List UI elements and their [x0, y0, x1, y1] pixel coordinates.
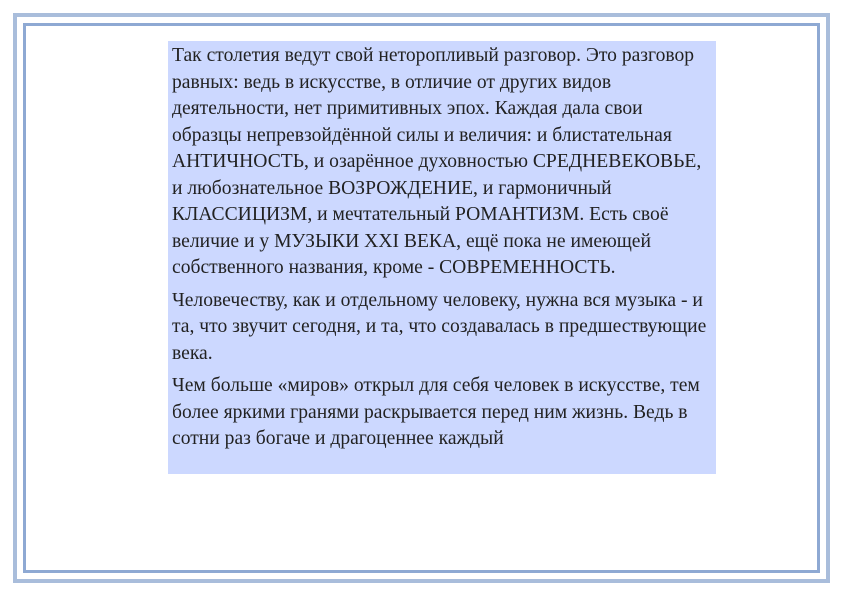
- text-box: [168, 41, 716, 474]
- paragraph-2: Человечеству, как и отдельному человеку, нужна вся музыка - и та, что звучит сегодня, и та, что создавалась в предшествующие века.: [172, 289, 707, 364]
- paragraph-1: Так столетия ведут свой неторопливый разговор. Это разговор равных: ведь в искусстве, в отличие от других видов деятельности, нет примитивных эпох. Каждая дала свои образцы непревзойдённой силы и величия: и блистательная АНТИЧНОСТЬ, и озарённое духовностью СРЕДНЕВЕКОВЬЕ, и любознательное ВОЗРОЖДЕНИЕ, и гармоничный КЛАССИЦИЗМ, и мечтательный РОМАНТИЗМ. Есть своё величие и у МУЗЫКИ XXI ВЕКА, ещё пока не имеющей собственного названия, кроме - СОВРЕМЕННОСТЬ.: [172, 45, 702, 278]
- paragraph-3: Чем больше «миров» открыл для себя человек в искусстве, тем более яркими гранями раскрывается перед ним жизнь. Ведь в сотни раз богаче и драгоценнее каждый: [172, 375, 700, 449]
